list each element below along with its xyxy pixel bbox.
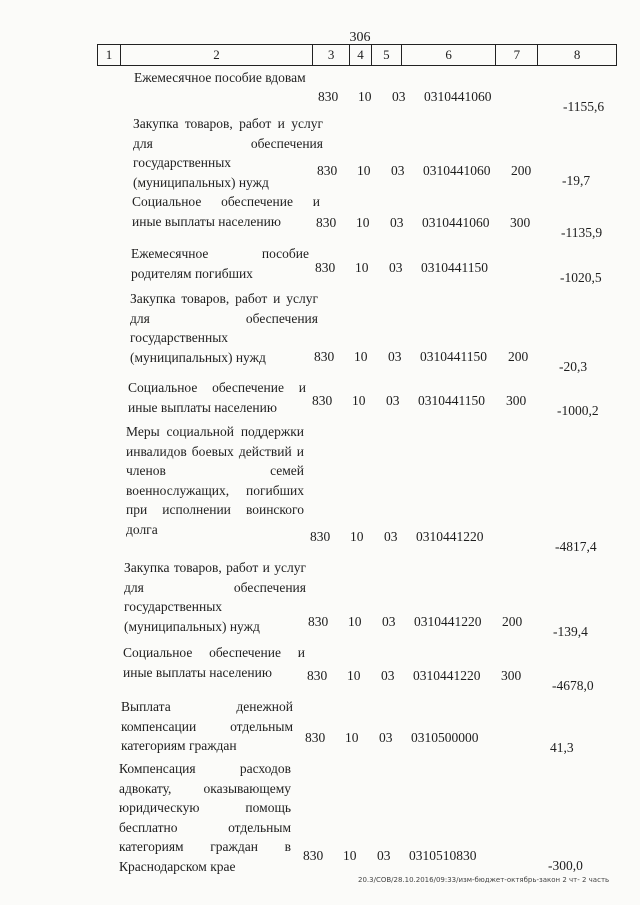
cell-col3: 830 xyxy=(307,668,328,683)
table-row xyxy=(0,66,640,112)
cell-col3: 830 xyxy=(310,529,331,544)
cell-col7: 200 xyxy=(511,163,532,178)
footer-stamp: 20.3/СОВ/28.10.2016/09:33/изм-бюджет-октябрь-закон 2 чт- 2 часть xyxy=(358,876,610,884)
table-row xyxy=(0,753,640,874)
table-row xyxy=(0,637,640,691)
cell-col7: 300 xyxy=(501,668,522,683)
cell-col3: 830 xyxy=(303,848,324,863)
budget-table-body xyxy=(0,66,640,874)
row-description: Социальное обеспечение и иные выплаты населению xyxy=(123,645,305,680)
cell-col8: -19,7 xyxy=(562,173,591,188)
cell-col5: 03 xyxy=(381,668,395,683)
cell-col8: -139,4 xyxy=(553,624,588,639)
cell-col8: -1020,5 xyxy=(560,270,602,285)
column-header-5: 5 xyxy=(372,45,402,65)
column-header-6: 6 xyxy=(402,45,497,65)
table-row xyxy=(0,416,640,552)
cell-col4: 10 xyxy=(352,393,366,408)
cell-col4: 10 xyxy=(355,260,369,275)
cell-col3: 830 xyxy=(318,89,339,104)
cell-col8: -1000,2 xyxy=(557,403,599,418)
row-description: Закупка товаров, работ и услуг для обеспечения государственных (муниципальных) нужд xyxy=(133,116,323,190)
column-header-3: 3 xyxy=(313,45,350,65)
row-description: Выплата денежной компенсации отдельным категориям граждан xyxy=(121,699,293,753)
cell-col4: 10 xyxy=(345,730,359,745)
cell-col5: 03 xyxy=(388,349,402,364)
cell-col5: 03 xyxy=(389,260,403,275)
cell-col6: 0310441150 xyxy=(418,393,485,408)
cell-col5: 03 xyxy=(384,529,398,544)
cell-col8: -1135,9 xyxy=(561,225,603,240)
cell-col4: 10 xyxy=(357,163,371,178)
column-header-1: 1 xyxy=(98,45,121,65)
cell-col6: 0310500000 xyxy=(411,730,479,745)
cell-col4: 10 xyxy=(354,349,368,364)
cell-col8: -20,3 xyxy=(559,359,588,374)
table-row xyxy=(0,283,640,372)
cell-col4: 10 xyxy=(347,668,361,683)
page-number: 306 xyxy=(349,30,371,45)
table-row xyxy=(0,238,640,283)
cell-col6: 0310441150 xyxy=(421,260,488,275)
cell-col6: 0310441220 xyxy=(416,529,484,544)
cell-col8: -4678,0 xyxy=(552,678,594,693)
column-header-7: 7 xyxy=(496,45,538,65)
row-description: Закупка товаров, работ и услуг для обеспечения государственных (муниципальных) нужд xyxy=(130,291,318,365)
cell-col3: 830 xyxy=(308,614,329,629)
cell-col4: 10 xyxy=(343,848,357,863)
cell-col5: 03 xyxy=(392,89,406,104)
cell-col3: 830 xyxy=(312,393,333,408)
cell-col6: 0310441060 xyxy=(424,89,492,104)
cell-col4: 10 xyxy=(358,89,372,104)
cell-col6: 0310441150 xyxy=(420,349,487,364)
cell-col4: 10 xyxy=(356,215,370,230)
cell-col5: 03 xyxy=(377,848,391,863)
cell-col5: 03 xyxy=(390,215,404,230)
table-row xyxy=(0,112,640,190)
cell-col5: 03 xyxy=(386,393,400,408)
cell-col3: 830 xyxy=(305,730,326,745)
cell-col4: 10 xyxy=(350,529,364,544)
row-description: Закупка товаров, работ и услуг для обеспечения государственных (муниципальных) нужд xyxy=(124,560,306,634)
row-description: Меры социальной поддержки инвалидов боевых действий и членов семей военнослужащих, погибших при исполнении воинского долга xyxy=(126,424,304,537)
column-header-row xyxy=(97,44,617,66)
cell-col6: 0310441060 xyxy=(422,215,490,230)
cell-col8: -4817,4 xyxy=(555,539,597,554)
cell-col3: 830 xyxy=(316,215,337,230)
cell-col7: 300 xyxy=(510,215,531,230)
cell-col7: 200 xyxy=(502,614,523,629)
table-row xyxy=(0,372,640,416)
row-description: Ежемесячное пособие родителям погибших xyxy=(131,246,309,281)
cell-col8: -300,0 xyxy=(548,858,583,873)
cell-col5: 03 xyxy=(382,614,396,629)
column-header-4: 4 xyxy=(350,45,372,65)
column-header-2: 2 xyxy=(121,45,313,65)
cell-col6: 0310441060 xyxy=(423,163,491,178)
cell-col4: 10 xyxy=(348,614,362,629)
cell-col3: 830 xyxy=(314,349,335,364)
cell-col6: 0310441220 xyxy=(414,614,482,629)
cell-col6: 0310441220 xyxy=(413,668,481,683)
cell-col3: 830 xyxy=(317,163,338,178)
cell-col3: 830 xyxy=(315,260,336,275)
cell-col7: 200 xyxy=(508,349,529,364)
table-row xyxy=(0,552,640,637)
row-description: Социальное обеспечение и иные выплаты населению xyxy=(132,194,320,229)
row-description: Компенсация расходов адвокату, оказывающему юридическую помощь бесплатно отдельным категориям граждан в Краснодарском крае xyxy=(119,761,291,874)
cell-col5: 03 xyxy=(379,730,393,745)
table-row xyxy=(0,691,640,753)
cell-col6: 0310510830 xyxy=(409,848,477,863)
row-description: Социальное обеспечение и иные выплаты населению xyxy=(128,380,306,415)
cell-col5: 03 xyxy=(391,163,405,178)
row-description: Ежемесячное пособие вдовам xyxy=(134,70,306,85)
cell-col7: 300 xyxy=(506,393,527,408)
table-row xyxy=(0,186,640,238)
cell-col8: -1155,6 xyxy=(563,99,605,114)
cell-col8: 41,3 xyxy=(550,740,574,755)
column-header-8: 8 xyxy=(573,47,581,62)
